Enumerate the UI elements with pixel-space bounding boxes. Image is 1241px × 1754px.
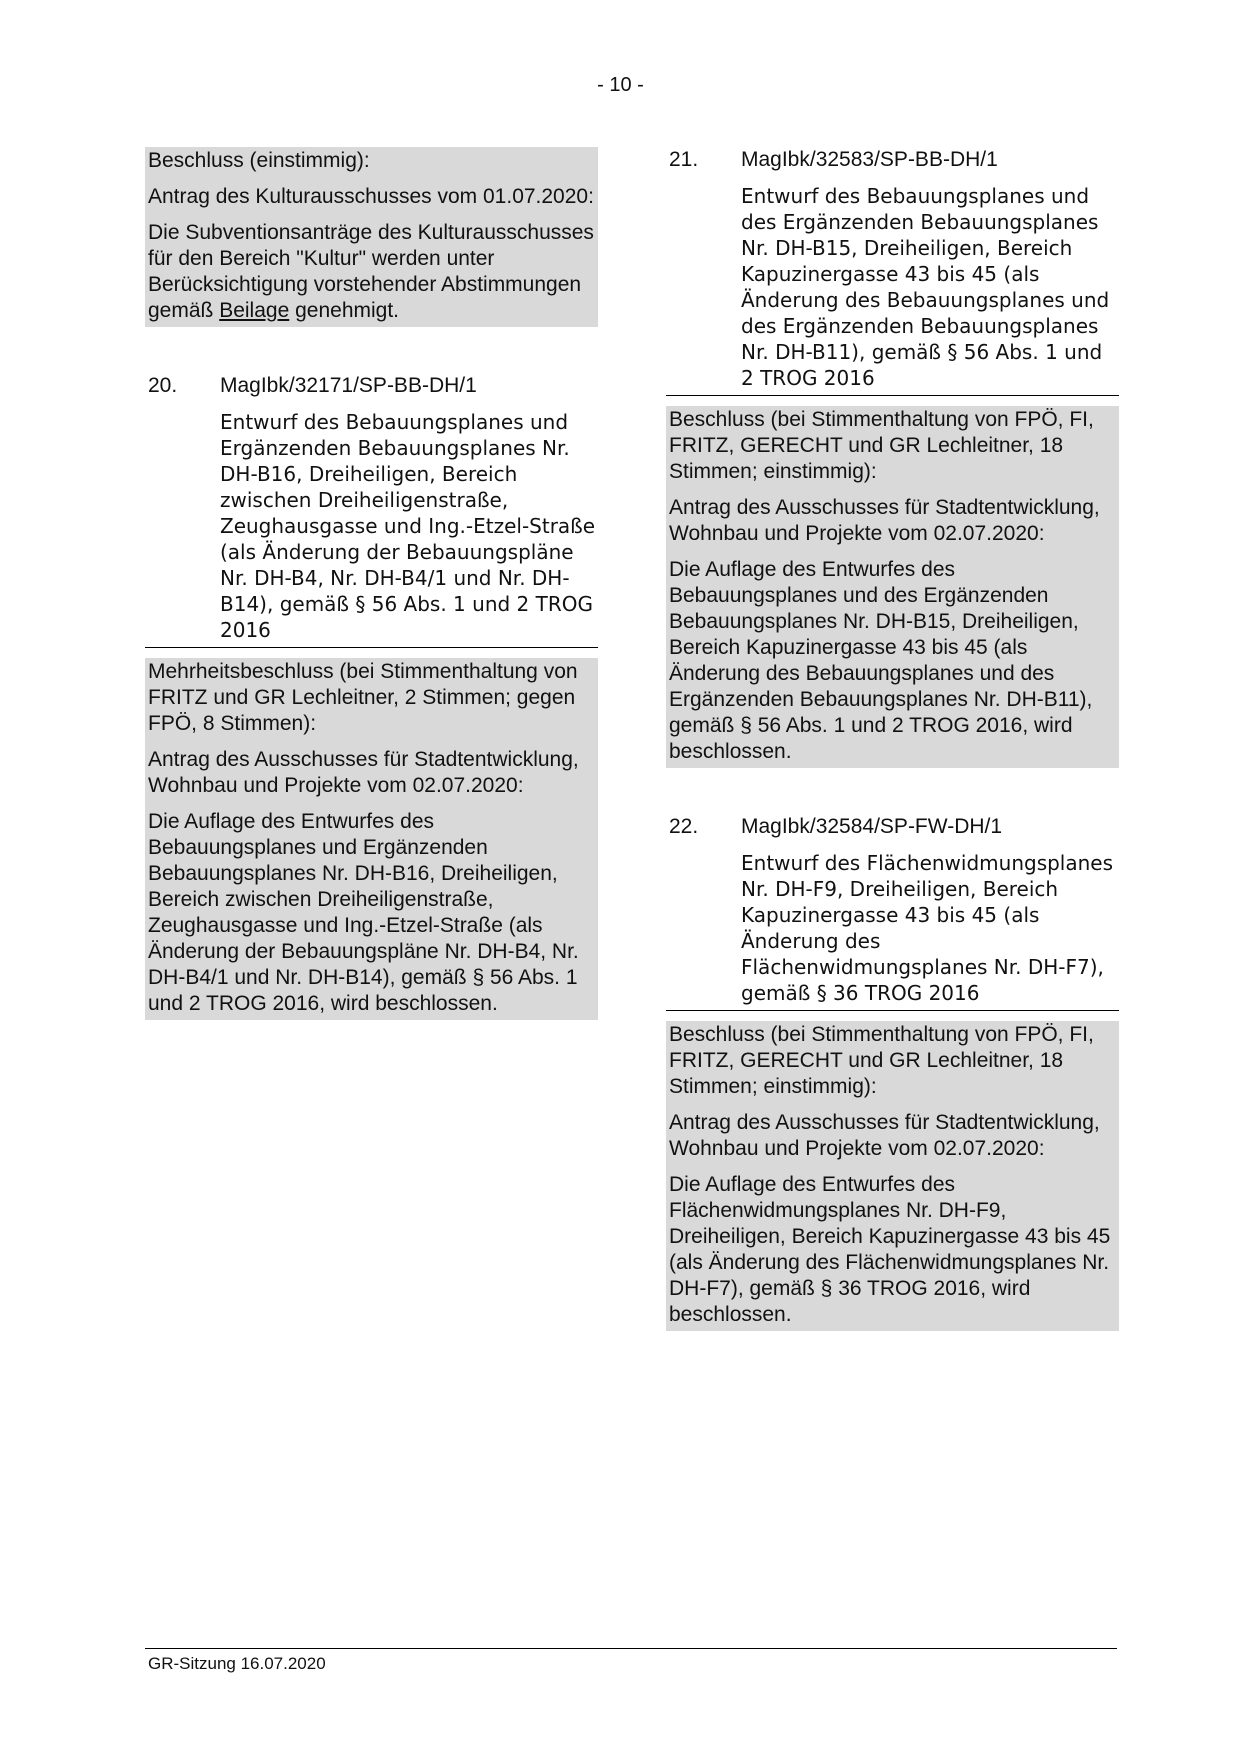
motion-text: Antrag des Kulturausschusses vom 01.07.2020: <box>148 185 594 208</box>
motion-text: Antrag des Ausschusses für Stadtentwicklung, Wohnbau und Projekte vom 02.07.2020: <box>669 1111 1100 1160</box>
motion-text: Antrag des Ausschusses für Stadtentwicklung, Wohnbau und Projekte vom 02.07.2020: <box>148 748 579 797</box>
item-number: 20. <box>148 374 178 397</box>
divider <box>666 395 1119 396</box>
decision-text: Mehrheitsbeschluss (bei Stimmenthaltung von FRITZ und GR Lechleitner, 2 Stimmen; gegen FPÖ, 8 Stimmen): <box>148 660 578 735</box>
item-21-resolution-box <box>666 406 1119 768</box>
divider <box>145 647 598 648</box>
motion-text: Antrag des Ausschusses für Stadtentwicklung, Wohnbau und Projekte vom 02.07.2020: <box>669 496 1100 545</box>
agenda-item-21 <box>666 147 1119 768</box>
right-column <box>666 147 1119 1331</box>
item-code: MagIbk/32584/SP-FW-DH/1 <box>741 815 1003 838</box>
page-number: - 10 - <box>597 74 644 96</box>
item-22-resolution-box <box>666 1021 1119 1331</box>
decision-text: Beschluss (einstimmig): <box>148 149 370 172</box>
resolution-text <box>148 220 596 324</box>
prev-resolution-box <box>145 147 598 327</box>
item-description: Entwurf des Flächenwidmungsplanes Nr. DH-F9, Dreiheiligen, Bereich Kapuzinergasse 43 bis 45 (als Änderung des Flächenwidmungsplanes Nr. DH-F7), gemäß § 36 TROG 2016 <box>741 851 1114 1005</box>
item-code: MagIbk/32171/SP-BB-DH/1 <box>220 374 477 397</box>
beilage-link[interactable]: Beilage <box>219 299 290 322</box>
item-20-resolution-box <box>145 658 598 1020</box>
resolution-text-end: genehmigt. <box>289 299 400 322</box>
item-number: 21. <box>669 148 699 171</box>
decision-text: Beschluss (bei Stimmenthaltung von FPÖ, FI, FRITZ, GERECHT und GR Lechleitner, 18 Stimmen; einstimmig): <box>669 1023 1094 1098</box>
resolution-text: Die Auflage des Entwurfes des Bebauungsplanes und Ergänzenden Bebauungsplanes Nr. DH-B16, Dreiheiligen, Bereich zwischen Dreiheiligenstraße, Zeughausgasse und Ing.-Etzel-Straße (als Änderung der Bebauungspläne Nr. DH-B4, Nr. DH-B4/1 und Nr. DH-B14), gemäß § 56 Abs. 1 und 2 TROG 2016, wird beschlossen. <box>148 810 579 1015</box>
agenda-item-20 <box>145 373 598 1020</box>
item-code: MagIbk/32583/SP-BB-DH/1 <box>741 148 998 171</box>
item-description: Entwurf des Bebauungsplanes und des Ergänzenden Bebauungsplanes Nr. DH-B15, Dreiheiligen, Bereich Kapuzinergasse 43 bis 45 (als Änderung des Bebauungsplanes und des Ergänzenden Bebauungsplanes Nr. DH-B11), gemäß § 56 Abs. 1 und 2 TROG 2016 <box>741 184 1110 390</box>
decision-text: Beschluss (bei Stimmenthaltung von FPÖ, FI, FRITZ, GERECHT und GR Lechleitner, 18 Stimmen; einstimmig): <box>669 408 1094 483</box>
resolution-text-start: Die Subventionsanträge des Kulturausschusses für den Bereich "Kultur" werden unter Berücksichtigung vorstehender Abstimmungen gemäß <box>148 221 594 322</box>
item-number: 22. <box>669 815 699 838</box>
left-column <box>145 147 598 1020</box>
resolution-text: Die Auflage des Entwurfes des Flächenwidmungsplanes Nr. DH-F9, Dreiheiligen, Bereich Kapuzinergasse 43 bis 45 (als Änderung des Flächenwidmungsplanes Nr. DH-F7), gemäß § 36 TROG 2016, wird beschlossen. <box>669 1173 1111 1326</box>
footer-session-label: GR-Sitzung 16.07.2020 <box>148 1654 326 1673</box>
resolution-text: Die Auflage des Entwurfes des Bebauungsplanes und des Ergänzenden Bebauungsplanes Nr. DH-B15, Dreiheiligen, Bereich Kapuzinergasse 43 bis 45 (als Änderung des Bebauungsplanes und des Ergänzenden Bebauungsplanes Nr. DH-B11), gemäß § 56 Abs. 1 und 2 TROG 2016, wird beschlossen. <box>669 558 1093 763</box>
agenda-item-22 <box>666 814 1119 1331</box>
item-description: Entwurf des Bebauungsplanes und Ergänzenden Bebauungsplanes Nr. DH-B16, Dreiheiligen, Bereich zwischen Dreiheiligenstraße, Zeughausgasse und Ing.-Etzel-Straße (als Änderung der Bebauungspläne Nr. DH-B4, Nr. DH-B4/1 und Nr. DH-B14), gemäß § 56 Abs. 1 und 2 TROG 2016 <box>220 410 596 642</box>
footer-divider <box>145 1648 1117 1649</box>
divider <box>666 1010 1119 1011</box>
